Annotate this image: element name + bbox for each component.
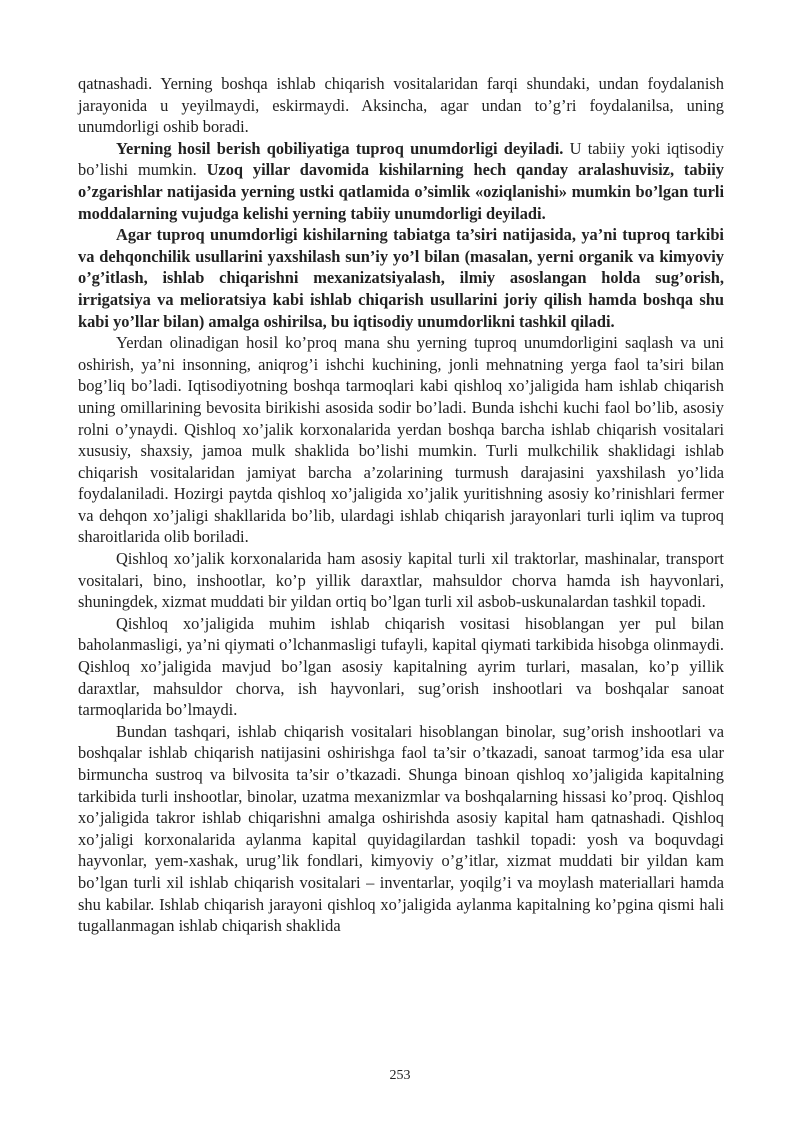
- paragraph-continuation: qatnashadi. Yerning boshqa ishlab chiqarish vositalaridan farqi shundaki, undan foydalanish jarayonida u yeyilmaydi, eskirmaydi. Aksincha, agar undan to’g’ri foydalanilsa, uning unumdorligi oshib boradi.: [78, 74, 724, 137]
- normal-text-types: U tabiiy yoki iqtisodiy bo’lishi mumkin.: [78, 138, 725, 180]
- bold-definition-fertility: Yerning hosil berish qobiliyatiga tuproq unumdorligi deyiladi.: [116, 138, 564, 158]
- paragraph-fixed-capital: Qishloq xo’jalik korxonalarida ham asosiy kapital turli xil traktorlar, mashinalar, transport vositalari, bino, inshootlar, ko’p yillik daraxtlar, mahsuldor chorva hamda ish hayvonlari, shuningdek, xizmat muddati bir yildan ortiq bo’lgan turli xil asbob-uskunalardan tashkil topadi.: [78, 549, 724, 612]
- paragraph-harvest: Yerdan olinadigan hosil ko’proq mana shu yerning tuproq unumdorligini saqlash va uni oshirish, ya’ni insonning, aniqrog’i ishchi kuchining, jonli mehnatning yerga faol ta’siri bilan bog’liq bo’ladi. Iqtisodiyotning boshqa tarmoqlari kabi qishloq xo’jaligida ham ishlab chiqarish uning omillarining bevosita birikishi asosida sodir bo’ladi. Bunda ishchi kuchi faol bo’lib, asosiy rolni o’ynaydi. Qishloq xo’jalik korxonalarida yerdan boshqa barcha ishlab chiqarish vositalari xususiy, shaxsiy, jamoa mulk shaklida bo’lishi mumkin. Turli mulkchilik shaklidagi ishlab chiqarish vositalaridan jamiyat barcha a’zolarining turmush darajasini yaxshilash yo’lida foydalaniladi. Hozirgi paytda qishloq xo’jaligida xo’jalik yuritishning asosiy ko’rinishlari fermer va dehqon xo’jaligi shakllarida bo’lib, ulardagi ishlab chiqarish jarayonlari turli iqlim va tuproq sharoitlarida olib boriladi.: [78, 333, 724, 547]
- paragraph-soil-fertility-definition: [78, 138, 724, 224]
- paragraph-economic-fertility: Agar tuproq unumdorligi kishilarning tabiatga ta’siri natijasida, ya’ni tuproq tarkibi va dehqonchilik usullarini yaxshilash sun’iy yo’l bilan (masalan, yerni organik va kimyoviy o’g’itlash, ishlab chiqarishni mexanizatsiyalash, ilmiy asoslangan holda sug’orish, irrigatsiya va melioratsiya kabi ishlab chiqarish usullarini joriy qilish hamda boshqa shu kabi yo’llar bilan) amalga oshirilsa, bu iqtisodiy unumdorlikni tashkil qiladi.: [78, 225, 724, 331]
- page-number: 253: [389, 1068, 411, 1083]
- paragraph-working-capital: Bundan tashqari, ishlab chiqarish vositalari hisoblangan binolar, sug’orish inshootlari va boshqalar ishlab chiqarish natijasini oshirishga faol ta’sir o’tkazadi, sanoat tarmog’ida esa ular birmuncha sustroq va bilvosita ta’sir o’tkazadi. Shunga binoan qishloq xo’jaligida kapitalning tarkibida turli inshootlar, binolar, uzatma mexanizmlar va boshqalarning hissasi ko’proq. Qishloq xo’jaligida takror ishlab chiqarishni amalga oshirishda asosiy kapital ham qatnashadi. Qishloq xo’jaligi korxonalarida aylanma kapital quyidagilardan tashkil topadi: yosh va boquvdagi hayvonlar, yem-xashak, urug’lik fondlari, kimyoviy o’g’itlar, xizmat muddati bir yildan kam bo’lgan turli xil ishlab chiqarish vositalari – inventarlar, yoqilg’i va moylash materiallari hamda shu kabilar. Ishlab chiqarish jarayoni qishloq xo’jaligida aylanma kapitalning ko’pgina qismi hali tugallanmagan ishlab chiqarish shaklida: [78, 721, 724, 936]
- bold-definition-natural-fertility: Uzoq yillar davomida kishilarning hech qanday aralashuvisiz, tabiiy o’zgarishlar natijasida yerning ustki qatlamida o’simlik «oziqlanishi» mumkin bo’lgan turli moddalarning vujudga kelishi yerning tabiiy unumdorligi deyiladi.: [78, 160, 724, 223]
- paragraph-land-valuation: Qishloq xo’jaligida muhim ishlab chiqarish vositasi hisoblangan yer pul bilan baholanmasligi, ya’ni qiymati o’lchanmasligi tufayli, kapital qiymati tarkibida hisobga olinmaydi. Qishloq xo’jaligida mavjud bo’lgan asosiy kapitalning ayrim turlari, masalan, ko’p yillik daraxtlar, mahsuldor chorva, ish hayvonlari, sug’orish inshootlari va boshqalar sanoat tarmoqlarida bo’lmaydi.: [78, 613, 724, 720]
- document-page: [78, 73, 724, 937]
